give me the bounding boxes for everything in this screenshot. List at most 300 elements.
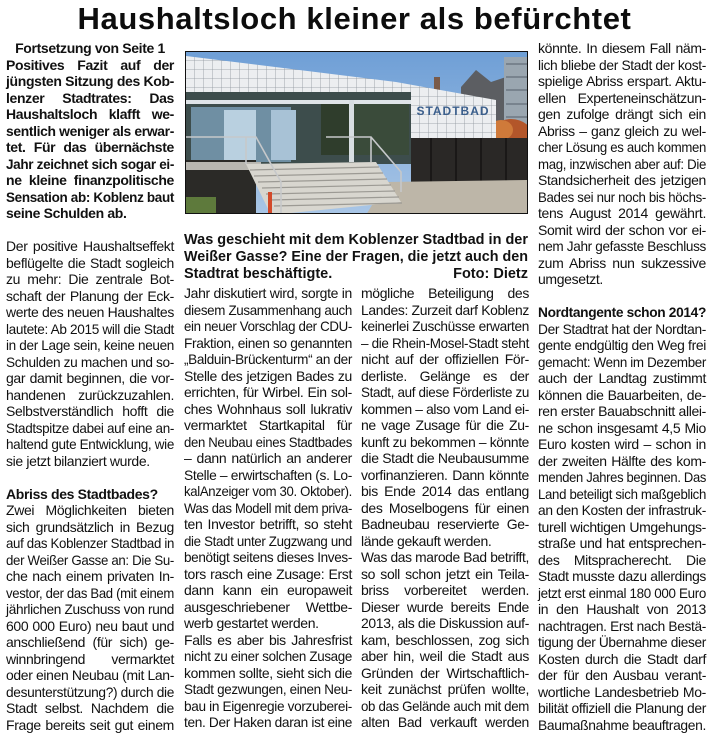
text-line-content: nicht zu einer solchen Zusage — [184, 648, 352, 664]
text-line-content: die Stadt unter Zugzwang und — [184, 532, 352, 549]
text-line-content: bau in Eigenregie vorzuberei- — [184, 697, 352, 714]
text-line — [6, 288, 174, 305]
text-line — [538, 684, 706, 701]
text-line-content: kunft zu bekommen – könnte — [361, 433, 529, 450]
text-line — [538, 304, 706, 321]
text-line-content: straße und hat entsprechen- — [538, 535, 706, 551]
text-line-content: ein neuer Vorschlag der CDU- — [184, 318, 352, 334]
text-line-content: lich bliebe der Stadt der kost- — [538, 56, 706, 73]
text-line — [538, 172, 706, 189]
text-line — [538, 139, 706, 156]
text-line — [538, 634, 706, 651]
text-line — [361, 417, 529, 434]
text-line-content: che nach einem privaten In- — [6, 568, 174, 584]
text-line — [184, 665, 352, 682]
paragraph-spacer — [538, 288, 706, 305]
text-line — [184, 648, 352, 665]
text-line-content: beflügelte die Stadt sogleich — [6, 254, 174, 271]
text-line-content: alten Bad verkauft werden — [361, 714, 529, 730]
text-line-content: kalAnzeiger vom 30. Oktober). — [184, 483, 352, 499]
stadtbad-sign: STADTBAD — [416, 104, 490, 118]
text-line — [361, 318, 529, 335]
text-line — [6, 436, 174, 453]
text-line-content: des Mitspracherecht. Die — [538, 551, 706, 568]
text-line — [184, 516, 352, 533]
text-line — [361, 450, 529, 467]
text-line — [6, 502, 174, 519]
text-line — [538, 717, 706, 734]
text-line — [361, 665, 529, 682]
text-line-content: wortliche Landesbetrieb Mo- — [538, 683, 706, 700]
text-line-content: „Balduin-Brückenturm“ an der — [184, 351, 352, 367]
text-line-content: desunterstützung?) durch die — [6, 683, 174, 700]
text-line-content: handenen zurückzuzahlen. — [6, 386, 174, 403]
text-line — [6, 106, 174, 123]
text-line — [538, 618, 706, 635]
text-line — [184, 533, 352, 550]
text-line-content: turell wichtigen Umgehungs- — [538, 518, 706, 535]
text-line-content: Der Stadtrat hat der Nordtan- — [538, 320, 706, 337]
paragraph — [6, 502, 174, 733]
text-line-content: der Weißer Gasse an: Die Su- — [6, 551, 174, 568]
text-line — [538, 519, 706, 536]
text-line — [184, 500, 352, 517]
text-line-content: oder einen Neubau (mit Lan- — [6, 667, 174, 683]
text-line-content: umgesetzt. — [538, 271, 603, 287]
text-line — [184, 467, 352, 484]
text-line-content: ausgeschriebener Wettbe- — [184, 598, 352, 615]
text-line-content: gar damit beginnen, die vor- — [6, 370, 174, 386]
paragraph-spacer — [6, 222, 174, 239]
text-line-content: lände gekauft werden. — [361, 532, 492, 549]
text-line-content: kommen – also vom Land ei- — [361, 400, 529, 417]
text-line-content: 2013, als die Diskussion auf- — [361, 615, 529, 631]
text-line — [184, 582, 352, 599]
text-line-content: ellen Experteneinschätzun- — [538, 89, 706, 106]
text-line-content: sentlich weniger als erwar- — [6, 122, 174, 139]
text-line-content: Jahr diskutiert wird, sorgte in — [184, 285, 352, 301]
text-line-content: mögliche Beteiligung des — [361, 285, 529, 301]
text-line-content: – dann natürlich an anderer — [184, 450, 352, 466]
text-line-content: Land beteiligt sich maßgeblich — [538, 485, 706, 502]
text-line — [6, 337, 174, 354]
text-line — [538, 321, 706, 338]
text-line-content: benötigt seitens dieses Inves- — [184, 549, 352, 565]
stadtbad-photo-illustration — [186, 52, 528, 214]
text-line-content: lenzer Stadtrates: Das — [6, 89, 174, 106]
text-line-content: der zweiten Hälfte des kom- — [538, 452, 706, 469]
text-line-content: tet. Für das übernächste — [6, 139, 174, 155]
text-line — [6, 585, 174, 602]
text-line-content: Nordtangente schon 2014? — [538, 304, 706, 320]
text-line-content: in der Lage sein, keine neuen — [6, 337, 174, 353]
text-line-content: ne schon insgesamt 4,5 Mio — [538, 419, 706, 436]
text-line-content: Haushaltsloch klafft we- — [6, 106, 174, 122]
text-line — [6, 172, 174, 189]
text-line-content: ren erster Bauabschnitt allei- — [538, 403, 706, 419]
text-line-content: ten. Der Haken daran ist eine — [184, 714, 352, 730]
text-line-content: Fortsetzung von Seite 1 — [15, 40, 165, 56]
text-line — [6, 651, 174, 668]
text-line-content: bis Ende 2014 das entlang — [361, 483, 529, 499]
text-line — [538, 486, 706, 503]
text-line-content: Stelle – erwirtschaften (s. Lo- — [184, 466, 352, 483]
text-line-content: Positives Fazit auf der — [6, 56, 174, 73]
text-line-content: Stadtspitze dabei auf eine an- — [6, 419, 174, 436]
text-line-content: gen zufolge drängt sich ein — [538, 106, 706, 122]
text-line — [538, 453, 706, 470]
text-line — [6, 684, 174, 701]
text-line-content: jetzt erst einmal 180 000 Euro — [538, 584, 706, 601]
text-line — [184, 549, 352, 566]
text-line — [361, 483, 529, 500]
text-line-content: sich grundsätzlich in Bezug — [6, 518, 174, 535]
text-line — [6, 601, 174, 618]
text-line-content: kommen sollte, sieht sich die — [184, 664, 352, 681]
text-line-content: Was das marode Bad betrifft, — [361, 549, 529, 565]
text-line-content: vermarktet Startkapital für — [184, 417, 352, 433]
text-line-content: Gründen der Wirtschaftlich- — [361, 664, 529, 681]
article-photo-stadtbad — [185, 51, 528, 214]
text-line-content: könnte. In diesem Fall näm- — [538, 40, 706, 56]
text-line — [6, 519, 174, 536]
article-column-2 — [184, 285, 352, 731]
text-line — [538, 585, 706, 602]
text-line — [538, 370, 706, 387]
text-line-content: seine Schulden ab. — [6, 205, 127, 221]
text-line — [538, 667, 706, 684]
text-line-content: Dieser wurde bereits Ende — [361, 598, 529, 615]
text-line-content: Abriss – ganz gleich zu wel- — [538, 122, 706, 139]
text-line-content: keinerlei Zuschüsse erwarten — [361, 318, 529, 334]
photo-credit: Foto: Dietz — [453, 266, 528, 282]
text-line — [538, 189, 706, 206]
text-line-content: sie jetzt bilanziert wurde. — [6, 452, 150, 469]
text-line-content: Stadt gezwungen, einen Neu- — [184, 681, 352, 697]
article-lead — [6, 40, 174, 57]
text-line — [6, 618, 174, 635]
text-line — [184, 599, 352, 616]
text-line — [538, 535, 706, 552]
text-line — [6, 271, 174, 288]
text-line-content: Stadt selbst. Nachdem die — [6, 700, 174, 716]
text-line-content: errichten, für Wirbel. Ein sol- — [184, 384, 352, 400]
text-line — [184, 698, 352, 715]
text-line — [6, 453, 174, 470]
caption-line — [184, 266, 528, 283]
article-column-1 — [6, 40, 174, 733]
text-line — [6, 568, 174, 585]
text-line-content: Bades sei nur noch bis höchs- — [538, 188, 706, 205]
text-line-content: auf das Koblenzer Stadtbad in — [6, 535, 174, 551]
text-line — [361, 632, 529, 649]
text-line — [6, 634, 174, 651]
text-line — [538, 469, 706, 486]
photo-caption — [184, 232, 528, 283]
text-line-content: – die Rhein-Mosel-Stadt steht — [361, 334, 529, 351]
text-line-content: Sensation ab: Koblenz baut — [6, 188, 174, 205]
text-line — [538, 271, 706, 288]
text-line-content: Frage bereits seit gut einem — [6, 716, 174, 733]
caption-text: Stadtrat beschäftigte. — [184, 266, 333, 282]
text-line-content: Selbstverständlich hofft die — [6, 403, 174, 419]
text-line — [361, 434, 529, 451]
text-line — [6, 667, 174, 684]
text-line — [6, 403, 174, 420]
text-line — [6, 387, 174, 404]
text-line — [538, 222, 706, 239]
text-line-content: Stadt, auf diese Förderliste zu — [361, 384, 529, 400]
text-line — [361, 566, 529, 583]
text-line — [184, 368, 352, 385]
text-line-content: Abriss des Stadtbades? — [6, 485, 158, 502]
paragraph — [361, 549, 529, 731]
text-line-content: lautete: Ab 2015 will die Stadt — [6, 320, 174, 337]
text-line — [184, 335, 352, 352]
text-line-content: Falls es aber bis Jahresfrist — [184, 631, 352, 648]
text-line-content: an den Kosten der infrastruk- — [538, 502, 706, 518]
text-line-content: werte des neuen Haushaltes — [6, 304, 174, 320]
text-line — [6, 535, 174, 552]
caption-line — [184, 249, 528, 266]
headline-text: Haushaltsloch kleiner als befürchtet — [77, 1, 632, 36]
text-line — [361, 500, 529, 517]
text-line — [538, 57, 706, 74]
text-line — [6, 123, 174, 140]
text-line-content: nicht auf der offiziellen För- — [361, 351, 529, 367]
text-line-content: kam, beschlossen, zog sich — [361, 631, 529, 648]
text-line-content: Stelle des jetzigen Bades zu — [184, 367, 352, 384]
text-line-content: ob das Gelände auch mit dem — [361, 697, 529, 714]
text-line — [361, 351, 529, 368]
text-line-content: Schulden zu machen und so- — [6, 353, 174, 370]
paragraph-spacer — [6, 469, 174, 486]
text-line — [184, 615, 352, 632]
caption-text: Weißer Gasse? Eine der Fragen, die jetzt auch den — [184, 249, 528, 265]
text-line-content: Standsicherheit des jetzigen — [538, 172, 706, 188]
text-line-content: Jahr zeichnet sich sogar ei- — [6, 155, 174, 172]
paragraph — [538, 40, 706, 288]
text-line-content: gente endgültig den Weg frei — [538, 337, 706, 353]
text-line-content: aber hin, weil die Stadt aus — [361, 648, 529, 664]
text-line-content: Der positive Haushaltseffekt — [6, 238, 174, 254]
text-line-content: gemacht: Wenn im Dezember — [538, 353, 706, 370]
text-line — [6, 189, 174, 206]
paragraph — [6, 238, 174, 469]
text-line-content: jährlichen Zuschuss von rund — [6, 601, 174, 617]
text-line — [538, 255, 706, 272]
text-line — [6, 354, 174, 371]
text-line — [538, 40, 706, 57]
text-line — [361, 533, 529, 550]
text-line — [538, 403, 706, 420]
text-line-content: in den Haushalt von 2013 — [538, 601, 706, 617]
text-line-content: Badneubau reservierte Ge- — [361, 516, 529, 532]
text-line-content: so soll schon jetzt ein Teila- — [361, 565, 529, 582]
text-line — [538, 156, 706, 173]
text-line-content: bilität offiziell die Planung der — [538, 700, 706, 716]
text-line — [6, 304, 174, 321]
text-line — [361, 335, 529, 352]
text-line — [538, 238, 706, 255]
text-line-content: des Moselbogens für einen — [361, 499, 529, 516]
text-line — [6, 90, 174, 107]
text-line — [361, 582, 529, 599]
text-line-content: ne kleine finanzpolitische — [6, 172, 174, 188]
text-line-content: spielige Abriss erspart. Aktu- — [538, 73, 706, 89]
text-line — [184, 417, 352, 434]
text-line-content: 600 000 Euro) neu baut und — [6, 617, 174, 634]
text-line-content: zum Abriss nun sukzessive — [538, 254, 706, 271]
text-line — [184, 632, 352, 649]
text-line-content: anschließend (für sich) ge- — [6, 634, 174, 650]
text-line-content: ches Wohnhaus soll lukrativ — [184, 400, 352, 417]
text-line — [6, 700, 174, 717]
text-line-content: ten Investor betrifft, so steht — [184, 516, 352, 532]
paragraph — [361, 285, 529, 549]
text-line — [361, 285, 529, 302]
paragraph — [538, 321, 706, 734]
text-line — [538, 106, 706, 123]
text-line-content: Euro kosten wird – schon in — [538, 436, 706, 452]
text-line — [184, 714, 352, 731]
text-line — [6, 73, 174, 90]
text-line — [184, 434, 352, 451]
text-line-content: winnbringend vermarktet — [6, 650, 174, 667]
text-line-content: tens August 2014 gewährt. — [538, 205, 706, 221]
text-line-content: der für den Ausbau verant- — [538, 667, 706, 683]
text-line-content: cher Lösung es auch kommen — [538, 139, 706, 155]
text-line — [6, 486, 174, 503]
article-lead — [6, 57, 174, 222]
text-line — [184, 384, 352, 401]
text-line — [538, 337, 706, 354]
text-line — [361, 698, 529, 715]
caption-text: Was geschieht mit dem Koblenzer Stadtbad in der — [184, 232, 528, 248]
text-line — [6, 420, 174, 437]
text-line-content: auch der Landtag zustimmt — [538, 370, 706, 386]
text-line-content: diesem Zusammenhang auch — [184, 301, 352, 318]
text-line-content: nem Jahr gefasste Beschluss — [538, 238, 706, 254]
caption-line — [184, 232, 528, 249]
text-line-content: ne vage Zusage für die Zu- — [361, 417, 529, 433]
text-line-content: dann kann ein europaweit — [184, 582, 352, 598]
text-line — [538, 73, 706, 90]
text-line — [6, 238, 174, 255]
text-line — [538, 205, 706, 222]
text-line-content: Somit wird der schon vor ei- — [538, 221, 706, 238]
text-line — [184, 285, 352, 302]
text-line-content: menden Jahres beginnen. Das — [538, 469, 706, 485]
text-line — [184, 681, 352, 698]
text-line-content: schaft der Planung der Eck- — [6, 287, 174, 304]
text-line — [6, 156, 174, 173]
text-line-content: Stadt musste dazu allerdings — [538, 568, 706, 584]
text-line — [538, 436, 706, 453]
text-line-content: Baumaßnahme beauftragen. — [538, 716, 706, 733]
text-line — [538, 601, 706, 618]
text-line — [184, 450, 352, 467]
text-line — [184, 318, 352, 335]
text-line-content: Was das Modell mit dem priva- — [184, 499, 352, 516]
text-line — [538, 568, 706, 585]
text-line — [361, 648, 529, 665]
text-line — [538, 700, 706, 717]
text-line — [6, 370, 174, 387]
text-line-content: tors rasch eine Zusage: Erst — [184, 565, 352, 582]
text-line — [184, 566, 352, 583]
text-line — [6, 40, 174, 57]
text-line — [6, 321, 174, 338]
text-line — [184, 401, 352, 418]
text-line-content: mag, inzwischen aber auf: Die — [538, 155, 706, 172]
text-line-content: vorfinanzieren. Dann könnte — [361, 466, 529, 483]
section-heading — [6, 486, 174, 503]
text-line-content: haltend gute Entwicklung, wie — [6, 436, 174, 452]
article-column-4 — [538, 40, 706, 733]
text-line — [361, 599, 529, 616]
paragraph — [184, 285, 352, 632]
text-line — [361, 615, 529, 632]
article-headline — [0, 1, 709, 37]
text-line-content: zu mehr: Die zentrale Bot- — [6, 271, 174, 287]
text-line — [538, 502, 706, 519]
text-line — [538, 90, 706, 107]
text-line — [361, 384, 529, 401]
text-line — [361, 681, 529, 698]
text-line — [184, 351, 352, 368]
text-line — [361, 467, 529, 484]
text-line-content: derliste. Gelänge es der — [361, 367, 529, 384]
text-line — [6, 552, 174, 569]
text-line — [538, 387, 706, 404]
text-line-content: werb gestartet werden. — [184, 615, 319, 631]
text-line-content: Kosten durch die Stadt darf — [538, 650, 706, 667]
text-line — [538, 123, 706, 140]
text-line — [361, 549, 529, 566]
article-column-3 — [361, 285, 529, 731]
text-line — [184, 483, 352, 500]
text-line — [361, 516, 529, 533]
text-line-content: Landes: Zurzeit darf Koblenz — [361, 301, 529, 318]
text-line — [361, 714, 529, 731]
text-line-content: keit zunächst prüfen wollte, — [361, 681, 529, 697]
text-line — [538, 552, 706, 569]
text-line-content: Zwei Möglichkeiten bieten — [6, 502, 174, 518]
text-line — [6, 205, 174, 222]
text-line — [361, 401, 529, 418]
text-line — [538, 354, 706, 371]
text-line — [6, 57, 174, 74]
text-line-content: Fraktion, einen so genannten — [184, 334, 352, 351]
text-line-content: vestor, der das Bad (mit einem — [6, 584, 174, 601]
section-heading — [538, 304, 706, 321]
text-line — [361, 368, 529, 385]
text-line — [6, 139, 174, 156]
text-line-content: tigung der Übernahme dieser — [538, 634, 706, 650]
text-line — [538, 420, 706, 437]
text-line — [6, 255, 174, 272]
text-line-content: briss vorbereitet werden. — [361, 582, 529, 598]
text-line-content: die Stadt die Neubausumme — [361, 450, 529, 466]
text-line — [361, 302, 529, 319]
text-line-content: den Neubau eines Stadtbades — [184, 433, 352, 450]
paragraph — [184, 632, 352, 731]
text-line — [184, 302, 352, 319]
text-line — [6, 717, 174, 734]
text-line — [538, 651, 706, 668]
text-line-content: nachtragen. Erst nach Bestä- — [538, 617, 706, 634]
